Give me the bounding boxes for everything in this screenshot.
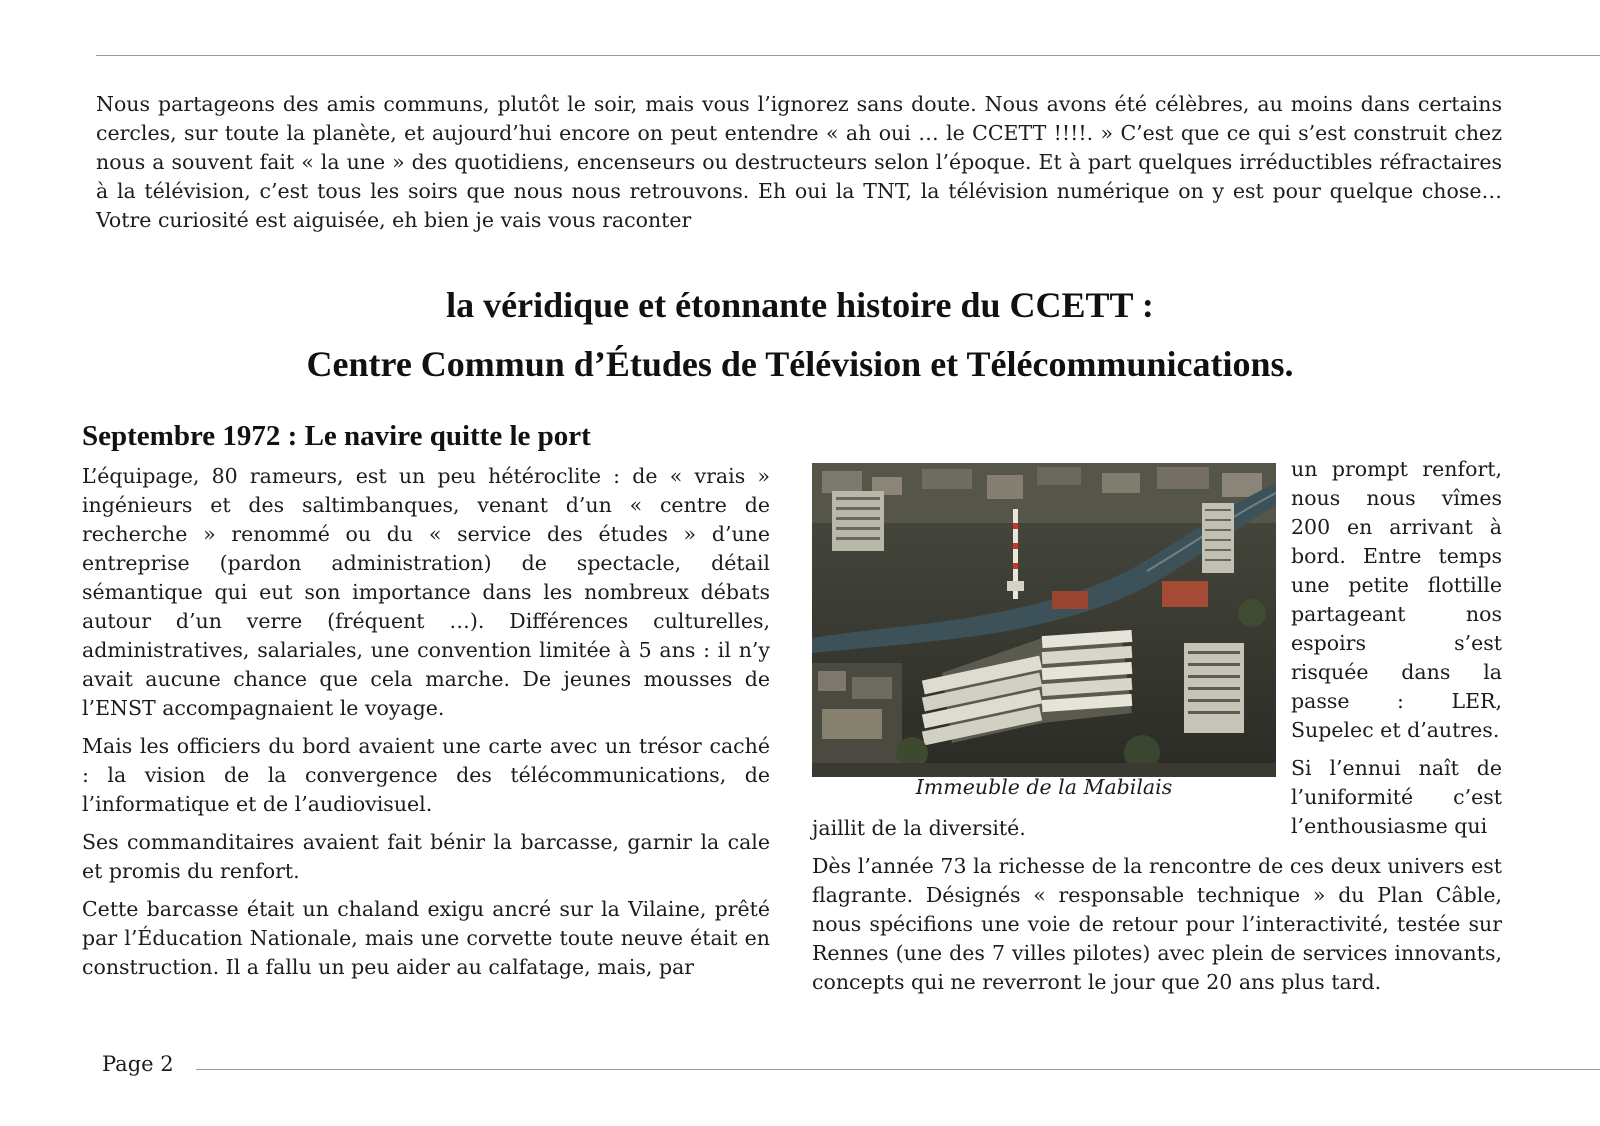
headline-line-1: la véridique et étonnante histoire du CCETT :: [446, 285, 1154, 325]
left-paragraph-4: Cette barcasse était un chaland exigu ancré sur la Vilaine, prêté par l’Éducation Nationale, mais une corvette toute neuve était en construction. Il a fallu un peu aider au calfatage, mais, par: [82, 897, 770, 979]
aerial-city-illustration: [812, 463, 1276, 777]
right-wide-paragraph-2: Dès l’année 73 la richesse de la rencontre de ces deux univers est flagrante. Désignés « responsable technique » du Plan Câble, nous spécifions une voie de retour pour l’interactivité, testée sur Rennes (une des 7 villes pilotes) avec plein de services innovants, concepts qui ne reverront le jour que 20 ans plus tard.: [812, 854, 1502, 994]
left-paragraph-1: L’équipage, 80 rameurs, est un peu hétéroclite : de « vrais » ingénieurs et des saltimbanques, venant d’un « centre de recherche » renommé ou du « service des études » d’une entreprise (pardon administration) de spectacle, détail sémantique qui eut son importance dans les nombreux débats autour d’un verre (fréquent …). Différences culturelles, administratives, salariales, une convention limitée à 5 ans : il n’y avait aucune chance que cela marche. De jeunes mousses de l’ENST accompagnaient le voyage.: [82, 464, 770, 720]
headline-line-2: Centre Commun d’Études de Télévision et Télécommunications.: [306, 344, 1294, 384]
left-column: [82, 462, 770, 991]
right-narrow-paragraph-1: un prompt renfort, nous nous vîmes 200 en arrivant à bord. Entre temps une petite flottille partageant nos espoirs s’est risquée dans la passe : LER, Supelec et d’autres.: [1291, 457, 1502, 742]
mabilais-building-photo: [812, 463, 1276, 777]
right-narrow-column: [1291, 455, 1502, 850]
intro-paragraph: Nous partageons des amis communs, plutôt le soir, mais vous l’ignorez sans doute. Nous avons été célèbres, au moins dans certains cercles, sur toute la planète, et aujourd’hui encore on peut entendre « ah oui … le CCETT !!!!. » C’est que ce qui s’est construit chez nous a souvent fait « la une » des quotidiens, encenseurs ou destructeurs selon l’époque. Et à part quelques irréductibles réfractaires à la télévision, c’est tous les soirs que nous nous retrouvons. Eh oui la TNT, la télévision numérique on y est pour quelque chose… Votre curiosité est aiguisée, eh bien je vais vous raconter: [96, 92, 1502, 232]
top-rule: [96, 55, 1600, 56]
section-title: Septembre 1972 : Le navire quitte le port: [82, 420, 591, 452]
right-wide-column: [812, 814, 1502, 1006]
right-wide-paragraph-1: jaillit de la diversité.: [812, 816, 1026, 840]
page-number: Page 2: [102, 1052, 174, 1076]
left-paragraph-3: Ses commanditaires avaient fait bénir la barcasse, garnir la cale et promis du renfort.: [82, 830, 770, 883]
photo-caption: Immeuble de la Mabilais: [915, 775, 1173, 799]
bottom-rule: [196, 1069, 1600, 1070]
right-narrow-paragraph-2: Si l’ennui naît de l’uniformité c’est l’enthousiasme qui: [1291, 756, 1502, 838]
left-paragraph-2: Mais les officiers du bord avaient une carte avec un trésor caché : la vision de la convergence des télécommunications, de l’informatique et de l’audiovisuel.: [82, 734, 770, 816]
